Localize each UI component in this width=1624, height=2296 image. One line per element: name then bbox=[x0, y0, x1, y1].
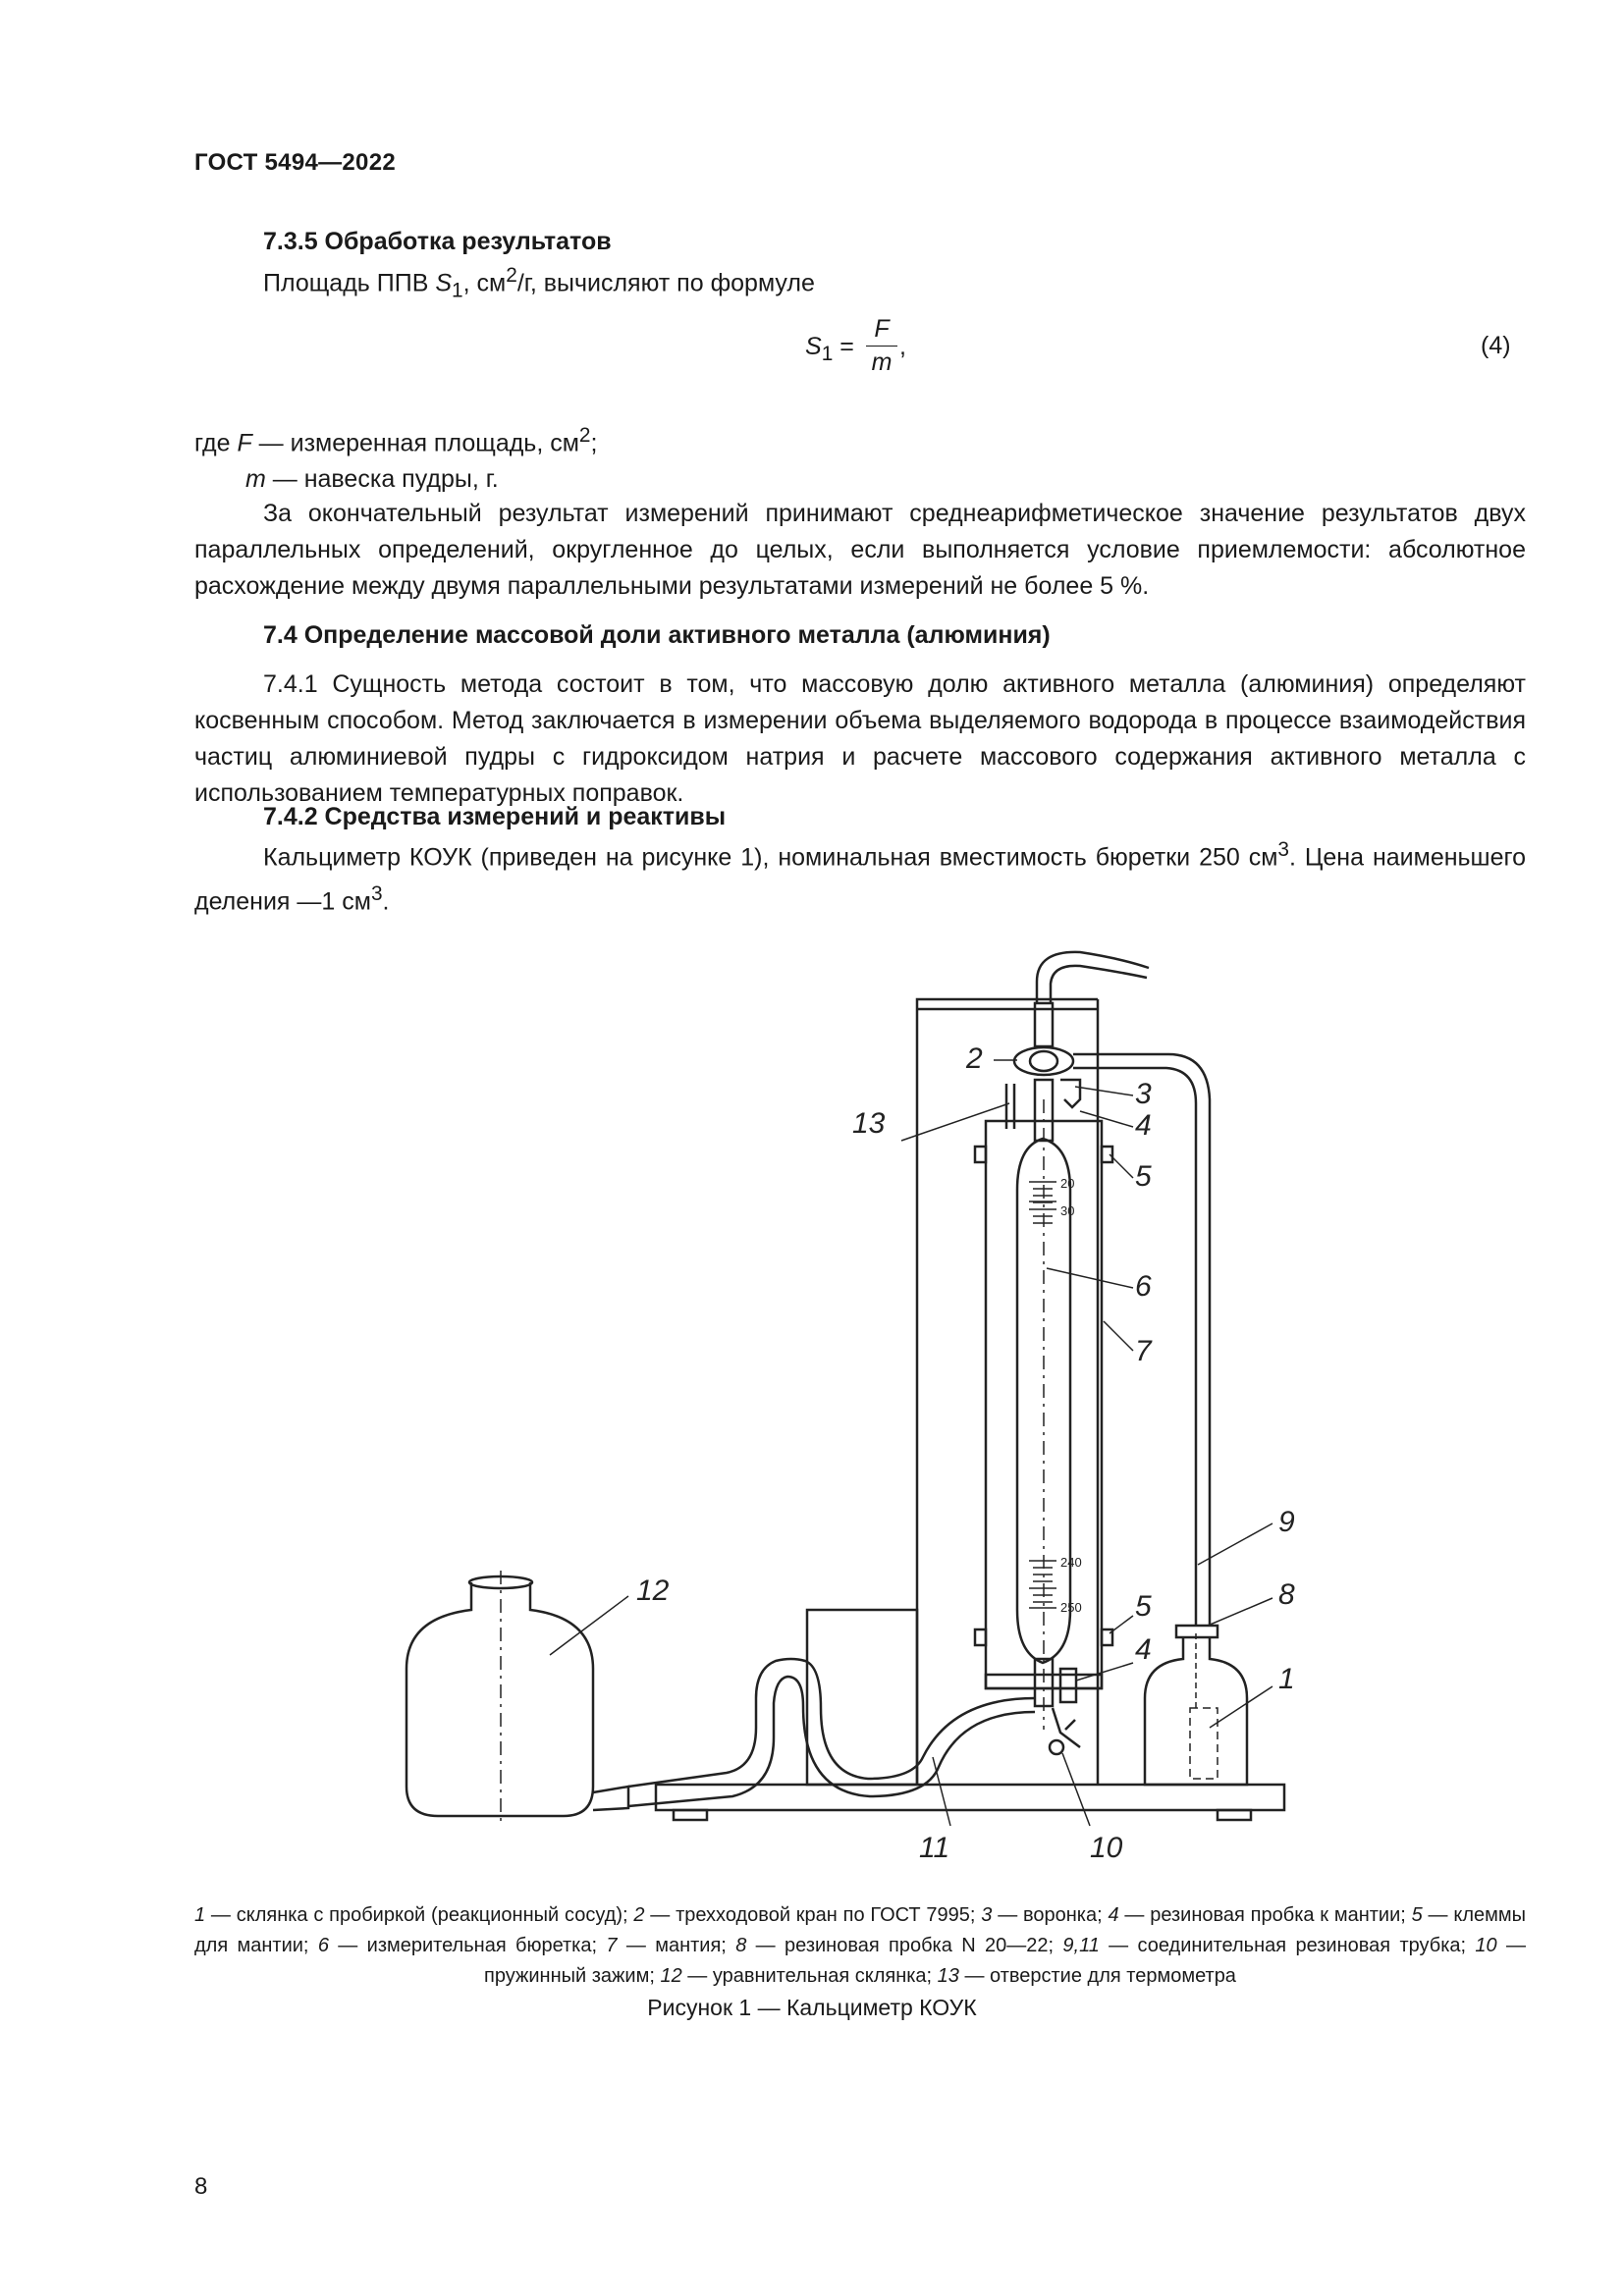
figure-caption bbox=[194, 1900, 1526, 1992]
figure-label-6: 6 bbox=[1135, 1270, 1152, 1303]
caption-num-3: 3 bbox=[981, 1904, 993, 1926]
figure-label-4-bottom: 4 bbox=[1135, 1633, 1152, 1666]
caption-num-1: 1 bbox=[194, 1904, 206, 1926]
caption-num-9-11: 9,11 bbox=[1062, 1935, 1100, 1956]
caption-text-8: — резиновая пробка N 20—22; bbox=[746, 1935, 1063, 1956]
reaction-flask bbox=[1145, 1637, 1247, 1785]
bottle-outlet bbox=[593, 1787, 628, 1810]
section-title-7-4-2: 7.4.2 Средства измерений и реактивы bbox=[263, 803, 727, 830]
intro-sup: 2 bbox=[506, 264, 517, 287]
p742-sup-a: 3 bbox=[1277, 838, 1290, 861]
where-sup-1: 2 bbox=[578, 424, 591, 447]
where-var-2: m bbox=[245, 465, 266, 493]
where-prefix: где bbox=[194, 429, 238, 457]
formula-eq: = bbox=[833, 333, 854, 360]
caption-num-7: 7 bbox=[606, 1935, 618, 1956]
leader-lines bbox=[550, 1060, 1272, 1826]
figure-label-13: 13 bbox=[852, 1107, 886, 1140]
clamp-top-right bbox=[1102, 1147, 1112, 1162]
test-tube bbox=[1190, 1708, 1218, 1779]
intro-text-b: , см bbox=[462, 269, 507, 297]
paragraph-7-4-1: 7.4.1 Сущность метода состоит в том, что массовую долю активного металла (алюминия) определяют косвенным способом. Метод заключается в измерении объема выделяемого водорода в процессе взаимодействия частиц алюминиевой пудры с гидроксидом натрия и расчете массового содержания активного металла с использованием температурных поправок. bbox=[194, 670, 1526, 807]
caption-text-4: — резиновая пробка к мантии; bbox=[1118, 1904, 1412, 1926]
clamp-top-left bbox=[975, 1147, 986, 1162]
intro-var: S bbox=[435, 269, 453, 297]
where-desc-1: — измеренная площадь, см bbox=[251, 429, 579, 457]
figure-label-8: 8 bbox=[1278, 1578, 1295, 1611]
document-header: ГОСТ 5494—2022 bbox=[194, 149, 397, 176]
where-var-1: F bbox=[237, 429, 252, 457]
formula-numerator: F bbox=[874, 315, 890, 343]
caption-num-6: 6 bbox=[317, 1935, 329, 1956]
tube-9-inner bbox=[1073, 1068, 1196, 1600]
page-number: 8 bbox=[194, 2173, 208, 2200]
caption-text-2: — трехходовой кран по ГОСТ 7995; bbox=[644, 1904, 982, 1926]
caption-text-13: — отверстие для термометра bbox=[958, 1965, 1236, 1987]
stopper-8 bbox=[1176, 1626, 1218, 1637]
figure-label-12: 12 bbox=[636, 1575, 670, 1607]
where-end-1: ; bbox=[590, 429, 598, 457]
caption-text-6: — измерительная бюретка; bbox=[328, 1935, 607, 1956]
caption-text-10: — пружинный зажим; bbox=[484, 1935, 1526, 1987]
funnel bbox=[1060, 1080, 1080, 1107]
burette-scale-top bbox=[1029, 1182, 1056, 1223]
formula-denominator: m bbox=[871, 348, 893, 376]
figure-label-4-top: 4 bbox=[1135, 1109, 1152, 1142]
p742-sup-b: 3 bbox=[370, 882, 383, 906]
formula-comma: , bbox=[899, 333, 906, 360]
caption-num-10: 10 bbox=[1475, 1935, 1497, 1956]
scale-mark-30: 30 bbox=[1060, 1203, 1075, 1218]
caption-num-13: 13 bbox=[937, 1965, 959, 1987]
result-paragraph: За окончательный результат измерений принимают среднеарифметическое значение результатов двух параллельных определений, округленное до целых, если выполняется условие приемлемости: абсолютное расхождение между двумя параллельными результатами измерений не более 5 %. bbox=[194, 500, 1526, 600]
tube-11-outer bbox=[628, 1659, 1035, 1787]
caption-text-3: — воронка; bbox=[992, 1904, 1109, 1926]
caption-num-8: 8 bbox=[735, 1935, 747, 1956]
base-foot-left bbox=[674, 1810, 707, 1820]
figure-label-11: 11 bbox=[919, 1832, 950, 1864]
levelling-bottle bbox=[406, 1582, 593, 1816]
scale-mark-250: 250 bbox=[1060, 1600, 1082, 1615]
caption-text-7: — мантия; bbox=[617, 1935, 736, 1956]
caption-text-12: — уравнительная склянка; bbox=[681, 1965, 938, 1987]
figure-label-2: 2 bbox=[966, 1042, 983, 1075]
caption-num-2: 2 bbox=[633, 1904, 645, 1926]
figure-label-9: 9 bbox=[1278, 1506, 1295, 1538]
figure-label-5-top: 5 bbox=[1135, 1160, 1152, 1193]
intro-text: Площадь ППВ bbox=[263, 269, 436, 297]
base-foot-right bbox=[1218, 1810, 1251, 1820]
equation-number: (4) bbox=[1481, 332, 1511, 359]
figure-label-10: 10 bbox=[1090, 1832, 1123, 1864]
caption-text-9-11: — соединительная резиновая трубка; bbox=[1099, 1935, 1476, 1956]
caption-num-4: 4 bbox=[1108, 1904, 1119, 1926]
clamp-bottom-left bbox=[975, 1629, 986, 1645]
formula-lhs-sub: 1 bbox=[821, 343, 834, 365]
scale-mark-20: 20 bbox=[1060, 1176, 1075, 1191]
intro-sub: 1 bbox=[452, 279, 463, 302]
section-title-7-4: 7.4 Определение массовой доли активного металла (алюминия) bbox=[263, 621, 1051, 649]
p742-text-a: Кальциметр КОУК (приведен на рисунке 1), номинальная вместимость бюретки 250 см bbox=[263, 843, 1278, 872]
figure-label-5-bottom: 5 bbox=[1135, 1590, 1152, 1623]
caption-num-12: 12 bbox=[660, 1965, 682, 1987]
caption-text-1: — склянка с пробиркой (реакционный сосуд); bbox=[205, 1904, 634, 1926]
p742-text-c: . bbox=[382, 887, 390, 916]
stand-foot bbox=[807, 1610, 917, 1785]
figure-label-1: 1 bbox=[1278, 1663, 1295, 1695]
formula-lhs-var: S bbox=[805, 333, 822, 360]
figure-label-7: 7 bbox=[1135, 1335, 1152, 1367]
figure-label-3: 3 bbox=[1135, 1078, 1152, 1110]
figure-title: Рисунок 1 — Кальциметр КОУК bbox=[647, 1995, 977, 2020]
p742-text-b: . Цена наименьшего деления —1 см bbox=[194, 843, 1526, 916]
caption-num-5: 5 bbox=[1411, 1904, 1423, 1926]
section-title-7-3-5: 7.3.5 Обработка результатов bbox=[263, 228, 612, 255]
intro-text-c: /г, вычисляют по формуле bbox=[516, 269, 815, 297]
where-desc-2: — навеска пудры, г. bbox=[265, 465, 499, 493]
tube-11-inner bbox=[628, 1677, 1035, 1806]
caption-text-5: — клеммы для мантии; bbox=[194, 1904, 1526, 1956]
top-hose bbox=[1037, 952, 1149, 1003]
scale-mark-240: 240 bbox=[1060, 1555, 1082, 1570]
burette-scale-bottom bbox=[1029, 1561, 1056, 1608]
